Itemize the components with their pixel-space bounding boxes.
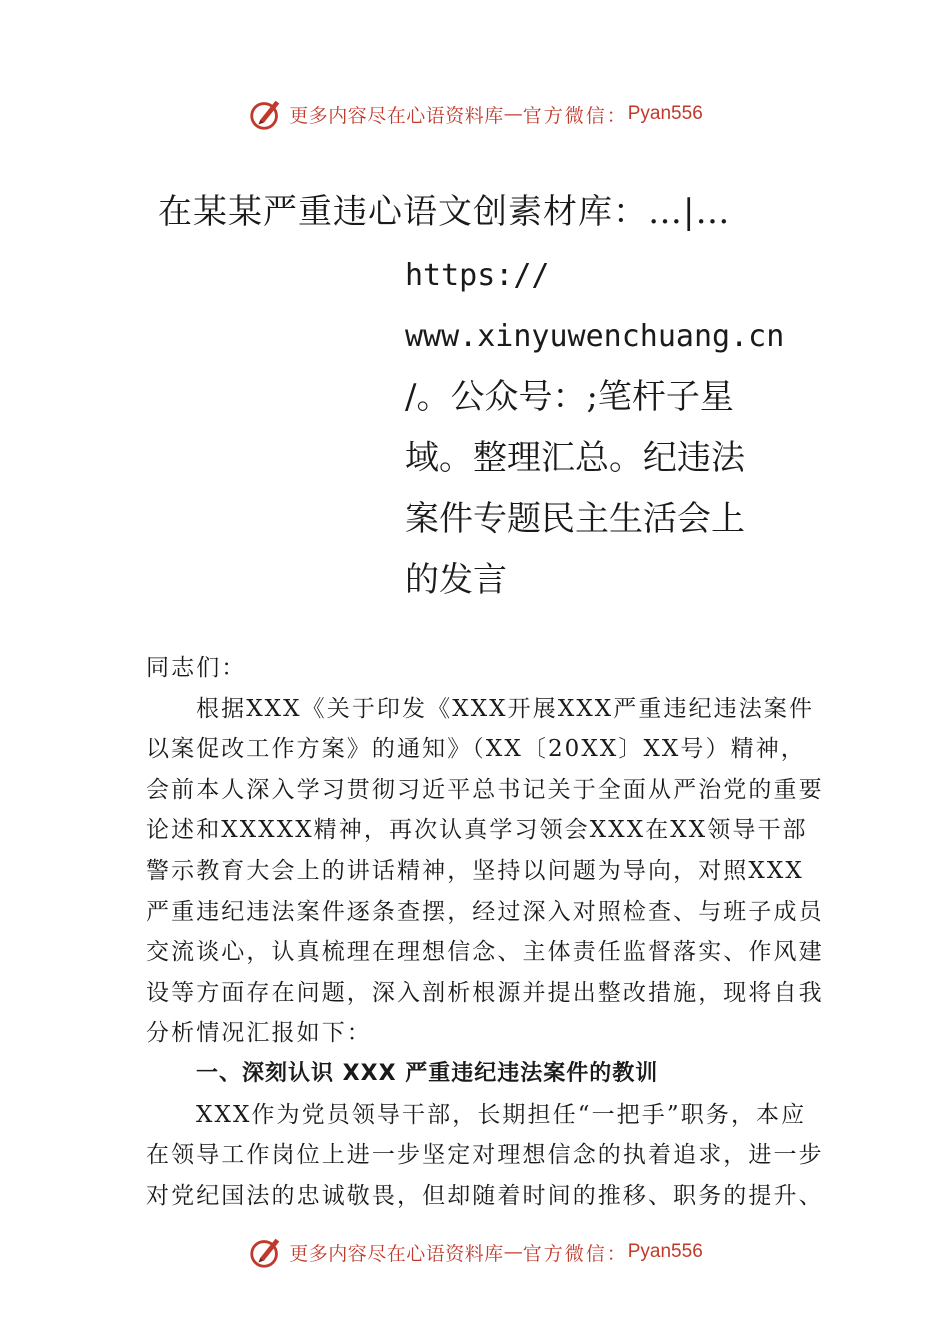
pen-circle-logo-icon	[247, 1233, 285, 1271]
title-line7: 的发言	[405, 560, 507, 600]
watermark-separator: —	[503, 103, 523, 125]
watermark-wechat-label: 官方微信：	[522, 104, 628, 127]
watermark-brand: 更多内容尽在心语资料库	[289, 104, 504, 127]
paragraph-section1: XXX作为党员领导干部，长期担任“一把手”职务，本应在领导工作岗位上进一步坚定对理想信念的执着追求，进一步对党纪国法的忠诚敬畏，但却随着时间的推移、职务的提升、	[146, 1101, 824, 1209]
title-line5: 域。整理汇总。纪违法	[405, 438, 745, 478]
title-url-part1: https://	[405, 258, 550, 293]
watermark-wechat-id: Pyan556	[627, 1241, 703, 1262]
watermark-header	[0, 94, 950, 134]
document-title-block	[405, 245, 805, 611]
watermark-footer	[0, 1232, 950, 1272]
title-url-part2: www.xinyuwenchuang.cn	[405, 319, 785, 354]
section-heading-1: 一、深刻认识 XXX 严重违纪违法案件的教训	[196, 1060, 659, 1086]
paragraph-intro: 根据XXX《关于印发《XXX开展XXX严重违纪违法案件以案促改工作方案》的通知》（XX〔20XX〕XX号）精神，会前本人深入学习贯彻习近平总书记关于全面从严治党的重要论述和XXXXX精神，再次认真学习领会XXX在XX领导干部警示教育大会上的讲话精神，坚持以问题为导向，对照XXX严重违纪违法案件逐条查摆，经过深入对照检查、与班子成员交流谈心，认真梳理在理想信念、主体责任监督落实、作风建设等方面存在问题，深入剖析根源并提出整改措施，现将自我分析情况汇报如下：	[146, 695, 824, 1047]
watermark-separator: —	[503, 1241, 523, 1263]
title-line6: 案件专题民主生活会上	[405, 499, 745, 539]
watermark-wechat-id: Pyan556	[627, 103, 703, 124]
salutation: 同志们：	[146, 655, 247, 681]
pen-circle-logo-icon	[247, 95, 285, 133]
document-body	[146, 648, 826, 1216]
watermark-wechat-label: 官方微信：	[522, 1242, 628, 1265]
document-title-line1: 在某某严重违心语文创素材库：…|…	[158, 192, 731, 232]
watermark-brand: 更多内容尽在心语资料库	[289, 1242, 504, 1265]
title-line4: /。公众号：;笔杆子星	[405, 377, 734, 417]
